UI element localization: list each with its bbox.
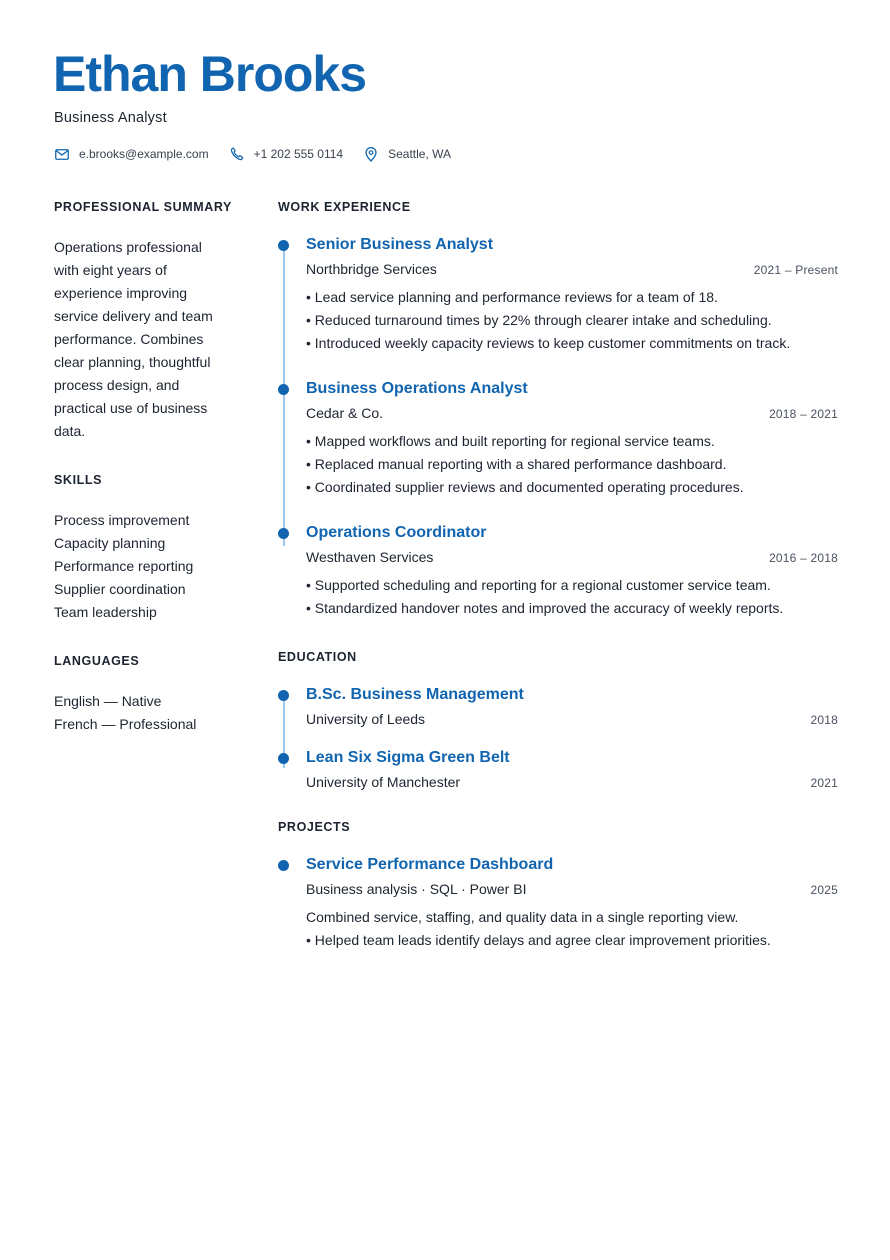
entry-date: 2025 [810,883,838,897]
entry-organization: University of Manchester [306,774,461,790]
education-entry [278,747,838,790]
entry-title: Business Operations Analyst [306,380,528,397]
timeline-dot [278,240,289,251]
entry-organization: Westhaven Services [306,549,434,565]
skill-item: Supplier coordination [54,581,186,597]
entry-title: Lean Six Sigma Green Belt [306,749,510,766]
entry-bullet: • Supported scheduling and reporting for a regional customer service team. [306,577,771,593]
candidate-name: Ethan Brooks [53,46,367,102]
entry-bullet: • Standardized handover notes and improved the accuracy of weekly reports. [306,600,784,616]
entry-date: 2021 – Present [753,263,838,277]
language-item: French — Professional [54,716,197,732]
sidebar [54,200,244,736]
skill-item: Capacity planning [54,535,166,551]
project-entry [278,854,838,952]
entry-bullet: Combined service, staffing, and quality data in a single reporting view. [306,909,739,925]
summary-text: Operations professional with eight years of experience improving service delivery and team performance. Combines clear planning, thoughtful process design, and practical use of business data. [54,239,213,439]
entry-title: Service Performance Dashboard [306,856,554,873]
entry-bullet: • Lead service planning and performance reviews for a team of 18. [306,289,718,305]
mail-icon [54,146,70,162]
languages-heading: LANGUAGES [54,654,140,668]
entry-organization: Northbridge Services [306,261,437,277]
contact-bar [54,146,471,162]
skill-item: Process improvement [54,512,190,528]
timeline-dot [278,753,289,764]
entry-bullet: • Introduced weekly capacity reviews to keep customer commitments on track. [306,335,791,351]
work-entry [278,378,838,499]
entry-bullet: • Coordinated supplier reviews and documented operating procedures. [306,479,744,495]
entry-bullet: • Helped team leads identify delays and agree clear improvement priorities. [306,932,771,948]
entry-title: Senior Business Analyst [306,236,494,253]
projects-heading: PROJECTS [278,820,351,834]
skills-list [54,509,244,624]
main-column [278,200,838,952]
contact-email-text: e.brooks@example.com [79,147,209,161]
entry-bullet: • Reduced turnaround times by 22% through clearer intake and scheduling. [306,312,772,328]
contact-phone-text: +1 202 555 0114 [253,147,344,161]
entry-date: 2016 – 2018 [769,551,838,565]
work-heading: WORK EXPERIENCE [278,200,411,214]
entry-date: 2018 [810,713,838,727]
work-entry [278,234,838,355]
entry-organization: Business analysis · SQL · Power BI [306,881,527,897]
entry-date: 2018 – 2021 [769,407,838,421]
entry-organization: University of Leeds [306,711,426,727]
skills-heading: SKILLS [54,473,103,487]
entry-title: B.Sc. Business Management [306,686,524,703]
skill-item: Team leadership [54,604,157,620]
contact-location-text: Seattle, WA [388,147,452,161]
work-timeline [278,234,838,620]
entry-bullet: • Mapped workflows and built reporting for regional service teams. [306,433,715,449]
entry-date: 2021 [810,776,838,790]
education-heading: EDUCATION [278,650,357,664]
education-timeline [278,684,838,790]
candidate-role: Business Analyst [54,110,167,126]
timeline-dot [278,384,289,395]
timeline-dot [278,690,289,701]
contact-email[interactable] [54,146,209,162]
entry-bullet: • Replaced manual reporting with a shared performance dashboard. [306,456,727,472]
contact-location [363,146,451,162]
summary-heading: PROFESSIONAL SUMMARY [54,200,232,214]
languages-list [54,690,244,736]
phone-icon [229,146,245,162]
timeline-dot [278,528,289,539]
projects-timeline [278,854,838,952]
skill-item: Performance reporting [54,558,194,574]
timeline-dot [278,860,289,871]
work-entry [278,522,838,620]
entry-organization: Cedar & Co. [306,405,384,421]
education-entry [278,684,838,727]
language-item: English — Native [54,693,162,709]
contact-phone[interactable] [229,146,344,162]
entry-title: Operations Coordinator [306,524,487,541]
location-pin-icon [363,146,379,162]
